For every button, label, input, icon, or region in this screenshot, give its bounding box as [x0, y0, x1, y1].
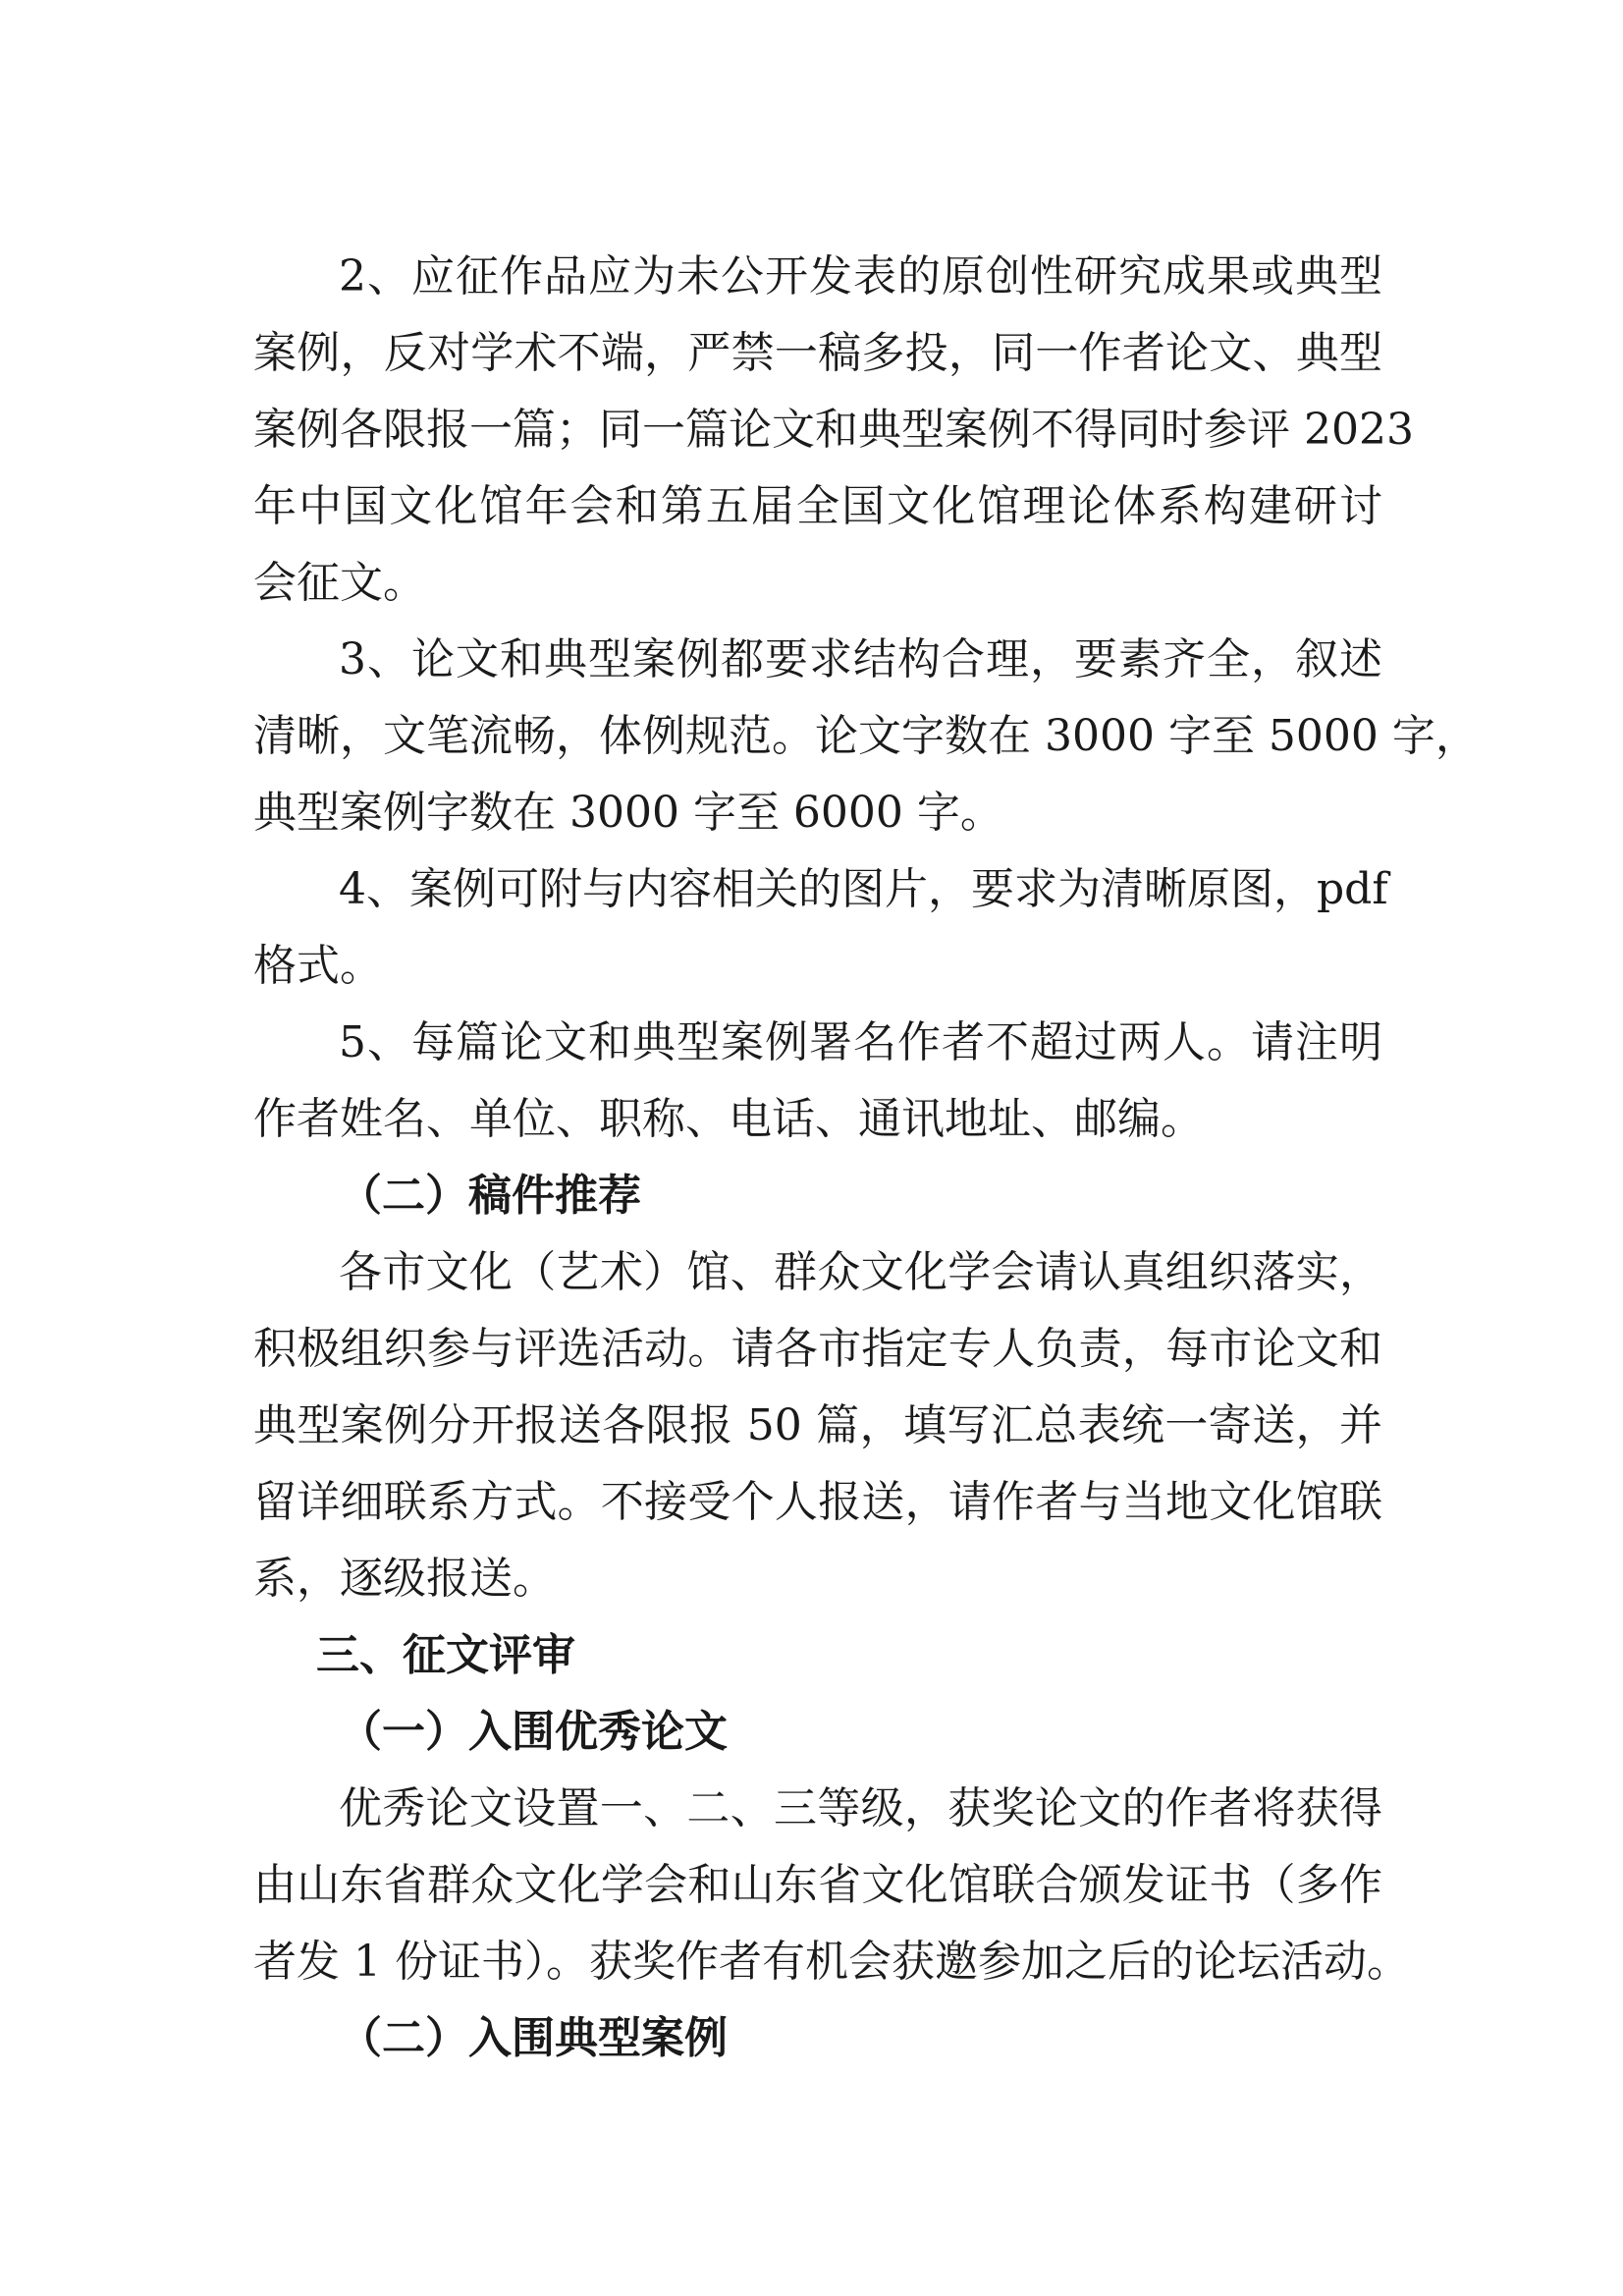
paragraph-line: 各市文化（艺术）馆、群众文化学会请认真组织落实， — [339, 1247, 1382, 1297]
paragraph-line: 优秀论文设置一、二、三等级，获奖论文的作者将获得 — [339, 1783, 1382, 1833]
paragraph-line: 由山东省群众文化学会和山东省文化馆联合颁发证书（多作 — [253, 1860, 1382, 1910]
paragraph-line: 5、每篇论文和典型案例署名作者不超过两人。请注明 — [339, 1017, 1382, 1067]
paragraph-line: 者发 1 份证书）。获奖作者有机会获邀参加之后的论坛活动。 — [253, 1937, 1410, 1987]
paragraph-line: 留详细联系方式。不接受个人报送，请作者与当地文化馆联 — [253, 1477, 1382, 1527]
paragraph-line: 3、论文和典型案例都要求结构合理，要素齐全，叙述 — [339, 634, 1382, 684]
paragraph-line: 年中国文化馆年会和第五届全国文化馆理论体系构建研讨 — [253, 481, 1382, 531]
subsection-heading-shortlisted-cases: （二）入围典型案例 — [339, 2013, 728, 2063]
subsection-heading-shortlisted-papers: （一）入围优秀论文 — [339, 1707, 728, 1757]
paragraph-line: 格式。 — [253, 941, 383, 991]
paragraph-line: 积极组织参与评选活动。请各市指定专人负责，每市论文和 — [253, 1324, 1382, 1374]
paragraph-line: 典型案例字数在 3000 字至 6000 字。 — [253, 788, 1003, 838]
paragraph-line: 系，逐级报送。 — [253, 1554, 556, 1604]
paragraph-line: 典型案例分开报送各限报 50 篇，填写汇总表统一寄送，并 — [253, 1400, 1382, 1450]
paragraph-line: 2、应征作品应为未公开发表的原创性研究成果或典型 — [339, 251, 1382, 301]
paragraph-line: 4、案例可附与内容相关的图片，要求为清晰原图，pdf — [339, 864, 1388, 914]
paragraph-line: 案例各限报一篇；同一篇论文和典型案例不得同时参评 2023 — [253, 405, 1414, 455]
paragraph-line: 案例，反对学术不端，严禁一稿多投，同一作者论文、典型 — [253, 328, 1382, 378]
section-heading-essay-review: 三、征文评审 — [316, 1630, 575, 1680]
paragraph-line: 清晰，文笔流畅，体例规范。论文字数在 3000 字至 5000 字， — [253, 711, 1479, 761]
paragraph-line: 会征文。 — [253, 558, 426, 608]
section-heading-manuscript-recommendation: （二）稿件推荐 — [339, 1171, 641, 1221]
paragraph-line: 作者姓名、单位、职称、电话、通讯地址、邮编。 — [253, 1094, 1204, 1144]
